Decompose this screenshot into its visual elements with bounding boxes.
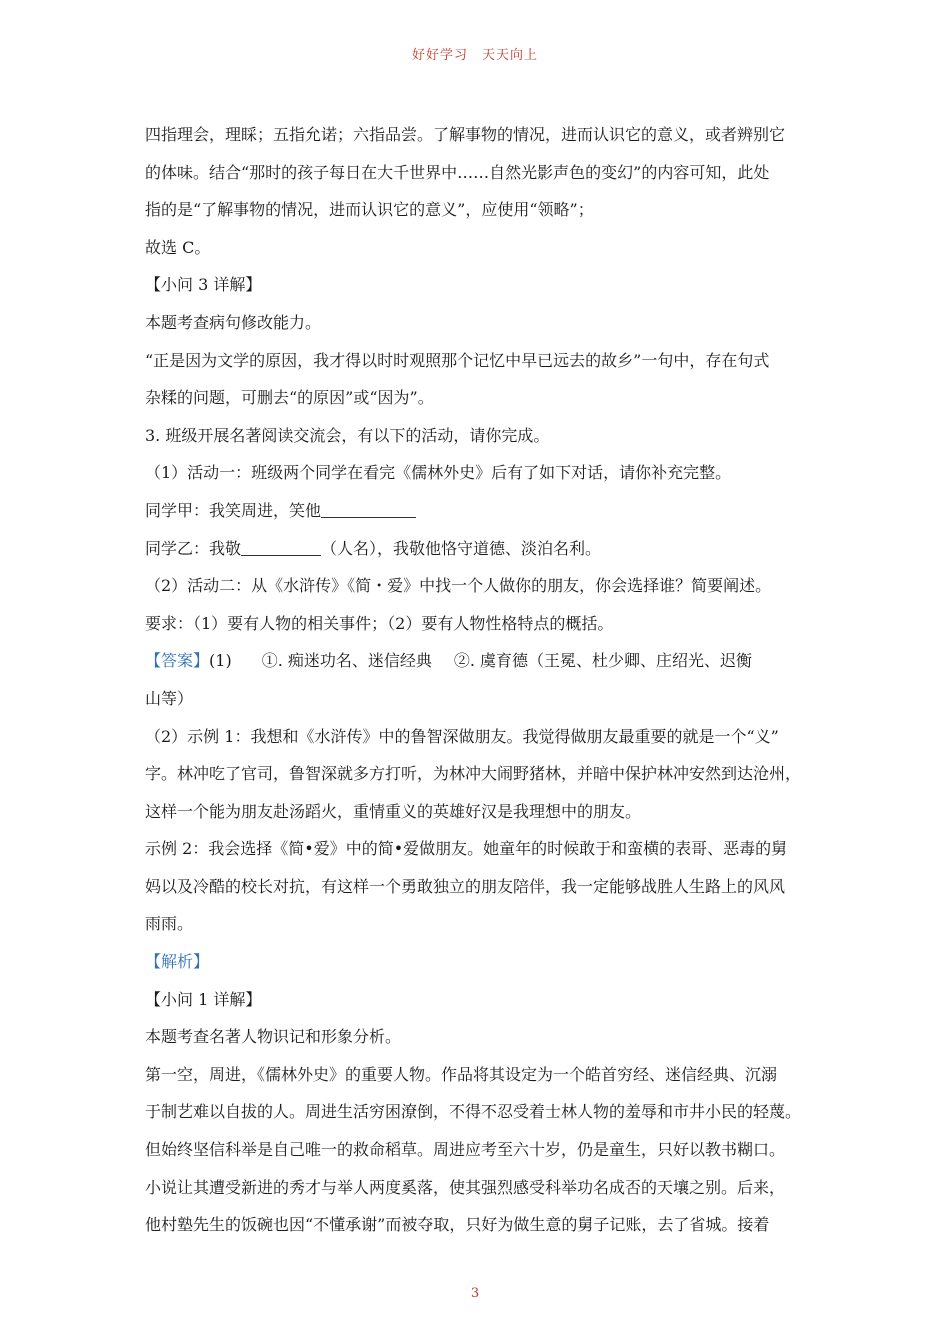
text-line: 要求：（1）要有人物的相关事件；（2）要有人物性格特点的概括。 <box>145 613 614 633</box>
page-header: 好好学习 天天向上 <box>411 48 538 63</box>
text-line: 这样一个能为朋友赴汤蹈火，重情重义的英雄好汉是我理想中的朋友。 <box>145 801 642 821</box>
text-line: 本题考查病句修改能力。 <box>145 312 322 332</box>
text-line: 于制艺难以自拔的人。周进生活穷困潦倒，不得不忍受着士林人物的羞辱和市井小民的轻蔑。 <box>145 1102 802 1122</box>
text-line: 妈以及冷酷的校长对抗，有这样一个勇敢独立的朋友陪伴，我一定能够战胜人生路上的风风 <box>145 876 786 896</box>
text-line: 但始终坚信科举是自己唯一的救命稻草。周进应考至六十岁，仍是童生，只好以教书糊口。 <box>145 1140 786 1160</box>
answer-item: ②. 虞育德（王冕、杜少卿、庄绍光、迟衡 <box>453 651 753 671</box>
text-line: 字。林冲吃了官司，鲁智深就多方打听，为林冲大闹野猪林，并暗中保护林冲安然到达沧州， <box>145 764 802 784</box>
answer-blank <box>321 499 416 518</box>
text-line: 他村塾先生的饭碗也因“不懂承谢”而被夺取，只好为做生意的舅子记账，去了省城。接着 <box>145 1215 770 1235</box>
text-line: 指的是“了解事物的情况，进而认识它的意义”，应使用“领略”； <box>145 200 594 220</box>
text-line: 的体味。结合“那时的孩子每日在大千世界中……自然光影声色的变幻”的内容可知，此处 <box>145 162 770 182</box>
text-line: 山等） <box>145 688 194 708</box>
page-number: 3 <box>470 1286 480 1301</box>
dialogue-text: 同学甲：我笑周进，笑他 <box>145 500 322 520</box>
text-line: 小说让其遭受新进的秀才与举人两度奚落，使其强烈感受科举功名成否的天壤之别。后来， <box>145 1177 786 1197</box>
text-line: （2）活动二：从《水浒传》《简・爱》中找一个人做你的朋友，你会选择谁？简要阐述。 <box>145 576 772 596</box>
dialogue-text: 同学乙：我敬 <box>145 538 242 558</box>
dialogue-line-b <box>145 530 815 568</box>
text-line: 杂糅的问题，可删去“的原因”或“因为”。 <box>145 388 434 408</box>
question-title: 3. 班级开展名著阅读交流会，有以下的活动，请你完成。 <box>145 425 550 445</box>
dialogue-line-a <box>145 492 815 530</box>
answer-number: (1) <box>209 651 232 671</box>
text-line: 故选 C。 <box>145 237 211 257</box>
text-line: “正是因为文学的原因，我才得以时时观照那个记忆中早已远去的故乡”一句中，存在句式 <box>145 350 770 370</box>
text-line: 雨雨。 <box>145 914 194 934</box>
document-body <box>145 116 815 1244</box>
text-line: 示例 2：我会选择《简•爱》中的简•爱做朋友。她童年的时候敢于和蛮横的表哥、恶毒的舅 <box>145 839 788 859</box>
text-line: （1）活动一：班级两个同学在看完《儒林外史》后有了如下对话，请你补充完整。 <box>145 463 732 483</box>
text-line: 本题考查名著人物识记和形象分析。 <box>145 1027 402 1047</box>
analysis-label: 【解析】 <box>145 952 210 972</box>
answer-label: 【答案】 <box>145 651 210 671</box>
answer-blank <box>241 537 321 556</box>
section-heading: 【小问 3 详解】 <box>145 275 262 295</box>
answer-line <box>145 642 815 680</box>
dialogue-text: （人名），我敬他恪守道德、淡泊名利。 <box>321 538 602 558</box>
text-line: 第一空，周进，《儒林外史》的重要人物。作品将其设定为一个皓首穷经、迷信经典、沉溺 <box>145 1064 778 1084</box>
answer-item: ①. 痴迷功名、迷信经典 <box>261 651 432 671</box>
section-heading: 【小问 1 详解】 <box>145 989 262 1009</box>
text-line: （2）示例 1：我想和《水浒传》中的鲁智深做朋友。我觉得做朋友最重要的就是一个“义” <box>145 726 779 746</box>
text-line: 四指理会，理睬；五指允诺；六指品尝。了解事物的情况，进而认识它的意义，或者辨别它 <box>145 125 786 144</box>
